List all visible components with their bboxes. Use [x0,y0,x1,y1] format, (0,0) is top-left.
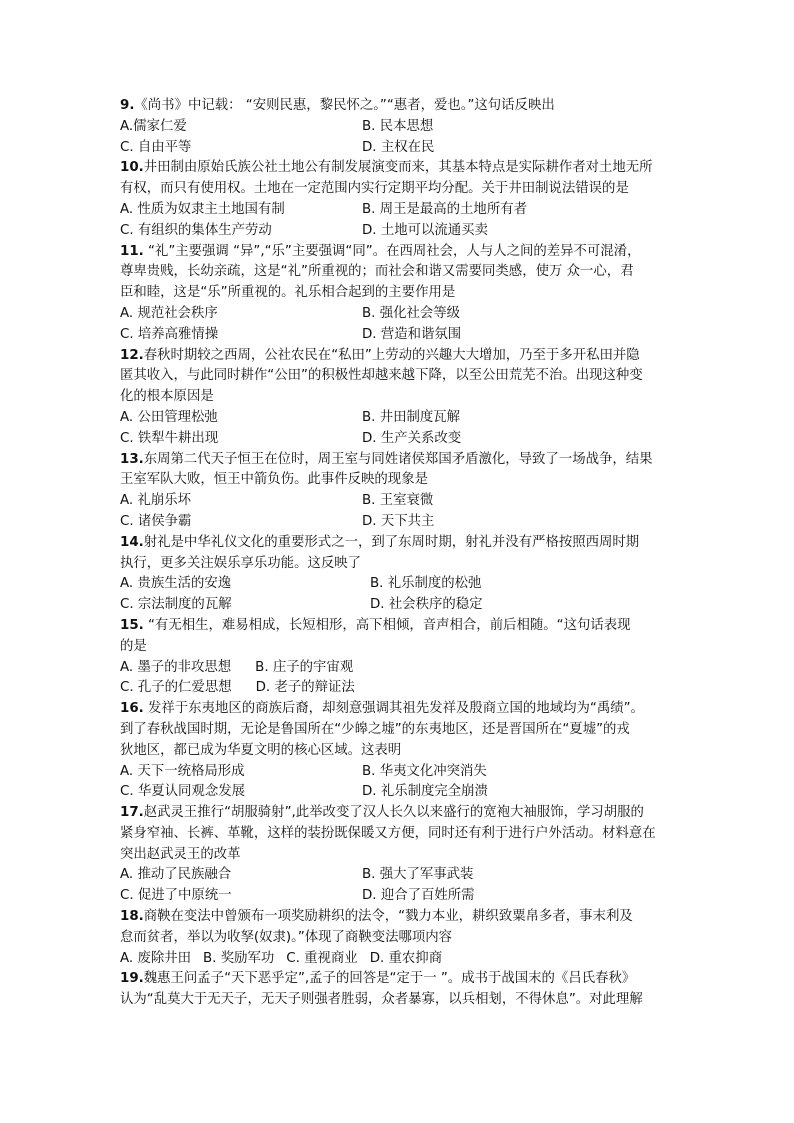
option-row [120,117,680,138]
option-row [120,782,680,803]
option-row [120,658,680,679]
answer-option[interactable]: A. 贵族生活的安逸 [120,576,232,592]
question-text: 紧身窄袖、长裤、革靴，这样的装扮既保暖又方便，同时还有利于进行户外活动。材料意在 [120,825,656,841]
question-text: “有无相生，难易相成，长短相形，高下相倾，音声相合，前后相随。“这句话表现 [143,617,631,633]
answer-option[interactable]: C. 培养高雅情操 [120,326,219,342]
question-stem-line [120,720,680,741]
question-text: 的是 [120,638,147,654]
answer-option[interactable]: C. 孔子的仁爱思想 [120,680,232,696]
answer-option[interactable]: D. 礼乐制度完全崩溃 [362,784,488,800]
question-stem-line [120,845,680,866]
question-12 [120,346,680,450]
question-15 [120,616,680,699]
answer-option[interactable]: A. 废除井田 [120,950,191,966]
question-stem-line [120,346,680,367]
option-row [120,595,680,616]
question-stem-line [120,179,680,200]
answer-option[interactable]: D. 重农抑商 [369,950,443,966]
question-text: 匿其收入，与此同时耕作“公田”的积极性却越来越下降，以至公田荒芜不治。出现这种变 [120,368,643,384]
question-17 [120,803,680,907]
question-stem-line [120,533,680,554]
question-10 [120,158,680,241]
option-row [120,200,680,221]
question-text: 狄地区，都已成为华夏文明的核心区域。这表明 [120,742,402,758]
answer-option[interactable]: B. 强大了军事武装 [362,867,474,883]
answer-option[interactable]: D. 营造和谐氛围 [362,326,462,342]
question-stem-line [120,969,680,990]
question-text: 王室军队大败，恒王中箭负伤。此事件反映的现象是 [120,472,428,488]
answer-option[interactable]: D. 土地可以流通买卖 [362,222,488,238]
answer-option[interactable]: B. 井田制度瓦解 [362,409,461,425]
answer-option[interactable]: D. 迎合了百姓所需 [362,888,475,904]
question-text: 春秋时期较之西周，公社农民在“私田”上劳动的兴趣大大增加，乃至于多开私田并隐 [143,347,640,363]
answer-option[interactable]: C. 有组织的集体生产劳动 [120,222,272,238]
question-stem-line [120,928,680,949]
question-stem-line [120,907,680,928]
answer-option[interactable]: A. 性质为奴隶主土地国有制 [120,201,285,217]
question-text: 井田制由原始氏族公社土地公有制发展演变而来，其基本特点是实际耕作者对土地无所 [143,160,653,176]
answer-option[interactable]: D. 老子的辩证法 [255,680,355,696]
question-text: 化的根本原因是 [120,389,214,405]
answer-option[interactable]: D. 天下共主 [362,513,435,529]
answer-option[interactable]: A.儒家仁爱 [120,118,187,134]
question-text: 射礼是中华礼仪文化的重要形式之一，到了东周时期，射礼并没有严格按照西周时期 [143,534,640,550]
answer-option[interactable]: B. 庄子的宇宙观 [255,659,354,675]
question-stem-line [120,616,680,637]
answer-option[interactable]: B. 华夷文化冲突消失 [362,763,487,779]
question-text: 魏惠王问孟子“天下恶乎定”,孟子的回答是“定于一 ”。成书于战国末的《吕氏春秋》 [143,971,636,987]
question-9 [120,96,680,158]
question-stem-line [120,158,680,179]
answer-option[interactable]: C. 促进了中原统一 [120,888,232,904]
option-row [120,491,680,512]
question-stem-line [120,803,680,824]
answer-option[interactable]: B. 礼乐制度的松弛 [370,576,482,592]
question-text: 突出赵武灵王的改革 [120,846,241,862]
question-11 [120,242,680,346]
question-number: 14. [120,534,144,550]
answer-option[interactable]: A. 天下一统格局形成 [120,763,245,779]
question-stem-line [120,283,680,304]
question-number: 10. [120,160,144,176]
question-list [120,96,680,1011]
option-row [120,429,680,450]
question-stem-line [120,741,680,762]
option-row [120,408,680,429]
answer-option[interactable]: B. 奖励军功 [203,950,275,966]
question-text: 执行，更多关注娱乐享乐功能。这反映了 [120,555,362,571]
answer-option[interactable]: B. 周王是最高的土地所有者 [362,201,527,217]
answer-option[interactable]: C. 宗法制度的瓦解 [120,597,232,613]
answer-option[interactable]: B. 王室衰微 [362,493,434,509]
question-stem-line [120,366,680,387]
question-text: 《尚书》中记载： “安则民惠，黎民怀之。”“惠者，爱也。”这句话反映出 [134,98,555,113]
question-text: “礼”主要强调 “异”,“乐”主要强调“同”。在西周社会，人与人之间的差异不可混淆， [143,243,641,259]
question-text: 有权，而只有使用权。土地在一定范围内实行定期平均分配。关于井田制说法错误的是 [120,181,629,197]
option-row [120,949,680,970]
question-number: 17. [120,805,144,821]
option-row [120,865,680,886]
question-number: 16. [120,701,144,717]
option-row [120,886,680,907]
answer-option[interactable]: B. 民本思想 [362,118,434,134]
answer-option[interactable]: D. 社会秩序的稳定 [370,597,483,613]
answer-option[interactable]: C. 重视商业 [286,950,358,966]
question-stem-line [120,242,680,263]
question-text: 商鞅在变法中曾颁布一项奖励耕织的法令，“戮力本业，耕织致粟帛多者，事末利及 [143,909,633,925]
answer-option[interactable]: A. 推动了民族融合 [120,867,232,883]
question-16 [120,699,680,803]
question-text: 怠而贫者，举以为收孥(奴隶)。”体现了商鞅变法哪项内容 [120,929,453,945]
option-row [120,678,680,699]
option-row [120,325,680,346]
question-text: 赵武灵王推行“胡服骑射”,此举改变了汉人长久以来盛行的宽袍大袖服饰，学习胡服的 [143,805,644,821]
option-row [120,138,680,159]
question-stem-line [120,699,680,720]
question-text: 到了春秋战国时期，无论是鲁国所在“少皞之墟”的东夷地区，还是晋国所在“夏墟”的戎 [120,721,630,737]
question-stem-line [120,554,680,575]
question-number: 19. [120,971,144,987]
question-stem-line [120,450,680,471]
question-number: 11. [120,243,144,259]
option-row [120,574,680,595]
question-text: 臣和睦，这是“乐”所重视的。礼乐相合起到的主要作用是 [120,285,456,301]
question-stem-line [120,470,680,491]
answer-option[interactable]: A. 墨子的非攻思想 [120,659,232,675]
question-text: 发祥于东夷地区的商族后裔，却刻意强调其祖先发祥及殷商立国的地域均为“禹绩”。 [143,701,644,717]
question-text: 东周第二代天子恒王在位时，周王室与同姓诸侯郑国矛盾激化，导致了一场战争，结果 [143,451,653,467]
answer-option[interactable]: B. 强化社会等级 [362,305,461,321]
question-13 [120,450,680,533]
question-stem-line [120,637,680,658]
answer-option[interactable]: C. 华夏认同观念发展 [120,784,245,800]
answer-option[interactable]: C. 自由平等 [120,139,192,155]
question-14 [120,533,680,616]
question-stem-line [120,824,680,845]
answer-option[interactable]: D. 生产关系改变 [362,430,462,446]
question-number: 18. [120,909,144,925]
answer-option[interactable]: A. 礼崩乐坏 [120,493,191,509]
answer-option[interactable]: D. 主权在民 [362,139,435,155]
answer-option[interactable]: A. 公田管理松弛 [120,409,218,425]
question-stem-line [120,96,680,117]
question-number: 9. [120,98,135,113]
option-row [120,221,680,242]
answer-option[interactable]: C. 铁犁牛耕出现 [120,430,219,446]
option-row [120,762,680,783]
question-stem-line [120,990,680,1011]
question-number: 15. [120,617,144,633]
question-text: 尊卑贵贱，长幼亲疏，这是“礼”所重视的；而社会和谐又需要同类感，使万 众一心，君 [120,264,634,280]
question-number: 13. [120,451,144,467]
option-row [120,304,680,325]
question-stem-line [120,387,680,408]
question-stem-line [120,262,680,283]
option-row [120,512,680,533]
question-text: 认为“乱莫大于无天子，无天子则强者胜弱，众者暴寡，以兵相刬，不得休息”。对此理解 [120,992,643,1008]
question-18 [120,907,680,969]
answer-option[interactable]: A. 规范社会秩序 [120,305,218,321]
answer-option[interactable]: C. 诸侯争霸 [120,513,192,529]
question-19 [120,969,680,1011]
question-number: 12. [120,347,144,363]
